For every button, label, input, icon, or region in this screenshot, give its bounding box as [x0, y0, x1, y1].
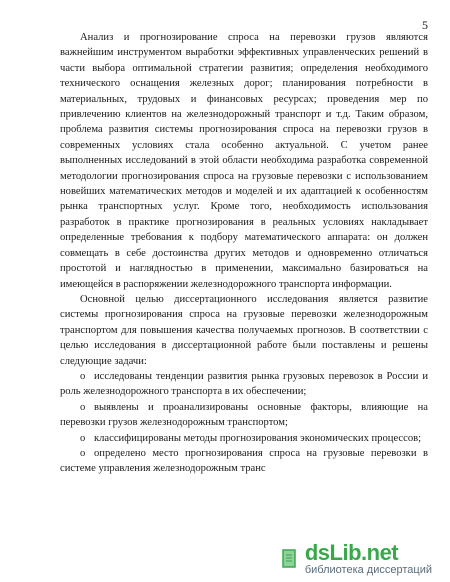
list-item	[60, 400, 428, 431]
bullet-icon: o	[80, 370, 86, 382]
list-item-text: выявлены и проанализированы основные факторы, влияющие на перевозки грузов железнодорожным транспортом;	[60, 401, 428, 429]
body-text	[60, 30, 428, 477]
watermark-subtitle: библиотека диссертаций	[304, 564, 432, 576]
bullet-icon: o	[80, 401, 86, 413]
watermark-logo	[305, 542, 432, 576]
list-item-text: определено место прогнозирования спроса на грузовые перевозки в системе управления железнодорожным транс	[60, 447, 428, 475]
list-item	[60, 431, 428, 446]
list-item-text: исследованы тенденции развития рынка грузовых перевозок в России и роль железнодорожного транспорта в их обеспечении;	[60, 370, 428, 398]
page-number: 5	[422, 18, 428, 32]
book-icon	[281, 548, 299, 570]
task-list	[60, 369, 428, 477]
paragraph: Основной целью диссертационного исследования является развитие системы прогнозирования спроса на грузовые перевозки железнодорожным транспортом для повышения качества получаемых прогнозов. В соответствии с целью исследования в диссертационной работе были поставлены и решены следующие задачи:	[60, 293, 428, 367]
list-item	[60, 369, 428, 400]
list-item-text: классифицированы методы прогнозирования экономических процессов;	[94, 432, 422, 444]
dslib-watermark	[281, 542, 432, 576]
bullet-icon: o	[80, 432, 86, 444]
paragraph: Анализ и прогнозирование спроса на перевозки грузов являются важнейшим инструментом выработки эффективных управленческих решений в части выбора оптимальной стратегии развития; определения необходимого технического оснащения железных дорог; планирования потребности в материальных, трудовых и финансовых ресурсах; проведения мер по привлечению клиентов на железнодорожный транспорт и т.д. Таким образом, проблема развития системы прогнозирования спроса на перевозки грузов в современных условиях стала особенно актуальной. С учетом ранее выполненных исследований в этой области необходима разработка современной методологии прогнозирования спроса на грузовые перевозки с использованием новейших математических методов и моделей и их адаптацией к особенностям рынка транспортных услуг. Кроме того, необходимость использования разработок в практике прогнозирования в реальных условиях накладывает определенные требования к подбору математического аппарата: он должен совмещать в себе достоинства других методов и одновременно отличаться простотой и наглядностью в применении, максимально базироваться на имеющейся в распоряжении железнодорожного транспорта информации.	[60, 32, 428, 290]
bullet-icon: o	[80, 447, 86, 459]
watermark-brand: dsLib.net	[304, 540, 399, 565]
list-item	[60, 446, 428, 477]
